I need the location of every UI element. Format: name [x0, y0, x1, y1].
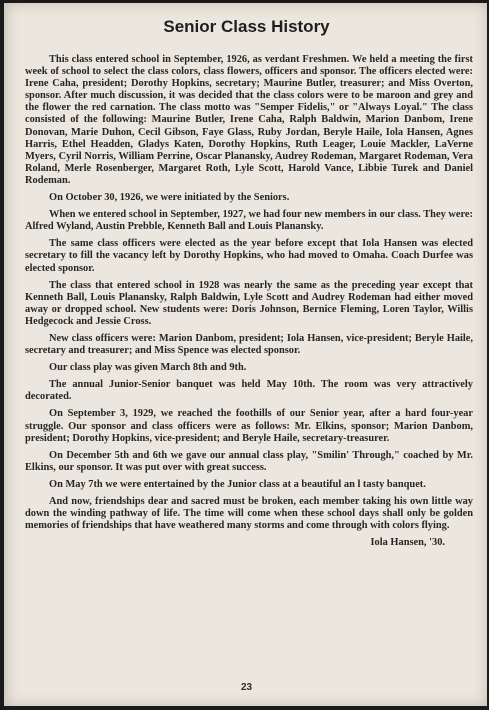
paragraph-1: This class entered school in September, 1926, as verdant Freshmen. We held a meeting the first week of school to select the class colors, class flowers, officers and sponsor. The officers elected were: Irene Caha, president; Dorothy Hopkins, secretary; Maurine Butler, treasurer; and Miss Overton, sponsor. After much discussion, it was decided that the class colors were to be maroon and grey and the flower the red carnation. The class motto was "Semper Fidelis," or "Always Loyal." The class consisted of the following: Maurine Butler, Irene Caha, Ralph Baldwin, Marion Danbom, Irene Donovan, Marie Duhon, Cecil Gibson, Faye Glass, Ruby Jordan, Beryle Haile, Iola Hansen, Agnes Harris, Ethel Headden, Gladys Katen, Dorothy Hopkins, Ruth Leager, Louie Mackler, LaVerne Myers, Cyril Norris, William Perrine, Oscar Planansky, Audrey Rodeman, Margaret Rodeman, Vera Roland, Merle Rosenberger, Margaret Roth, Lyle Scott, Harold Vance, Libbie Turek and Daniel Rodeman.: [25, 54, 473, 186]
paragraph-12: And now, friendships dear and sacred must be broken, each member taking his own little way down the winding pathway of life. The time will come when these school days shall only be golden memories of friendships that have weathered many storms and come through with colors flying.: [25, 496, 473, 532]
paragraph-4: The same class officers were elected as the year before except that Iola Hansen was elected secretary to fill the vacancy left by Dorothy Hopkins, who had moved to Omaha. Coach Durfee was elected sponsor.: [25, 238, 473, 274]
paragraph-7: Our class play was given March 8th and 9th.: [49, 362, 247, 374]
paragraph-2: On October 30, 1926, we were initiated by the Seniors.: [49, 192, 290, 204]
paragraph-8: The annual Junior-Senior banquet was held May 10th. The room was very attractively decorated.: [25, 379, 473, 403]
paragraph-3: When we entered school in September, 1927, we had four new members in our class. They were: Alfred Wyland, Austin Prebble, Kenneth Ball and Louis Planansky.: [25, 209, 473, 233]
paragraph-6: New class officers were: Marion Danbom, president; Iola Hansen, vice-president; Beryle Haile, secretary and treasurer; and Miss Spence was elected sponsor.: [25, 332, 473, 357]
document-page: [4, 3, 487, 706]
paragraph-10: On December 5th and 6th we gave our annual class play, "Smilin' Through," coached by Mr. Elkins, our sponsor. It was put over with great success.: [25, 449, 473, 473]
page-number: 23: [240, 682, 253, 693]
paragraph-5: The class that entered school in 1928 was nearly the same as the preceding year except that Kenneth Ball, Louis Planansky, Ralph Baldwin, Lyle Scott and Audrey Rodeman had either moved away or dropped school. New students were: Doris Johnson, Bernice Fleming, Loren Taylor, Willis Hedgecock and Jessie Cross.: [25, 279, 473, 327]
body-text: [25, 54, 473, 549]
page-title: Senior Class History: [163, 17, 330, 36]
paragraph-9: On September 3, 1929, we reached the foothills of our Senior year, after a hard four-year struggle. Our sponsor and class officers were as follows: Mr. Elkins, sponsor; Marion Danbom, president; Dorothy Hopkins, vice-president; and Beryle Haile, secretary-treasurer.: [25, 408, 473, 444]
paragraph-11: On May 7th we were entertained by the Junior class at a beautiful an l tasty banquet.: [49, 478, 426, 490]
author-signature: Iola Hansen, '30.: [370, 537, 445, 549]
